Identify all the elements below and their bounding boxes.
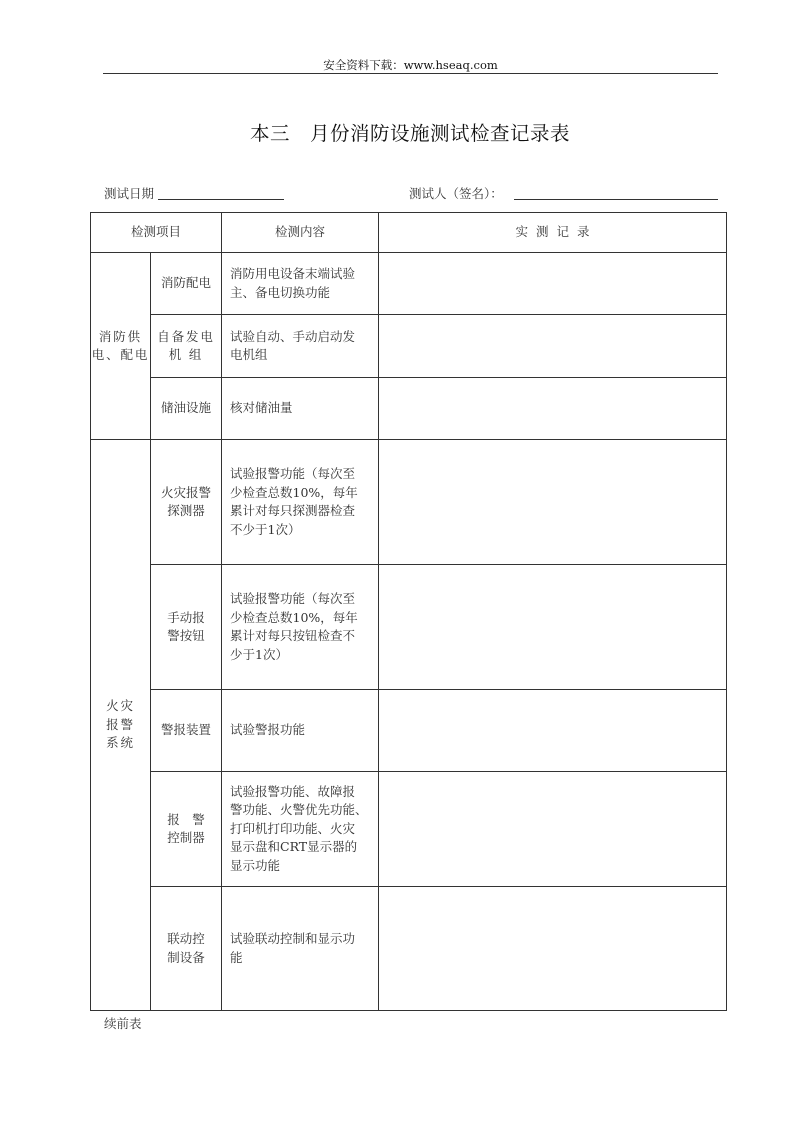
- record-cell[interactable]: [379, 440, 726, 564]
- table-row-item: [151, 440, 221, 564]
- row-item-text: 储油设施: [160, 400, 211, 416]
- page-title: 本三 月份消防设施测试检查记录表: [249, 122, 570, 145]
- group-fire-alarm: [91, 440, 150, 1010]
- row-content-text: 试验联动控制和显示功 能: [230, 931, 356, 965]
- table-row-item: [151, 315, 221, 377]
- header-record: [379, 213, 726, 252]
- row-item-text: 警报装置: [160, 722, 211, 738]
- tester-label: 测试人（签名）：: [409, 186, 503, 201]
- table-row-content: [222, 253, 378, 314]
- table-row-content: [222, 772, 378, 886]
- table-row-content: [222, 690, 378, 771]
- table-row-item: [151, 690, 221, 771]
- table-row-item: [151, 887, 221, 1010]
- test-date-label: 测试日期: [104, 186, 155, 201]
- test-date-line: [158, 199, 284, 200]
- row-item-text: 火灾报警 探测器: [160, 484, 211, 518]
- row-content-text: 试验警报功能: [230, 722, 306, 738]
- header-content: [222, 213, 378, 252]
- header-record-text: 实 测 记 录: [515, 224, 590, 240]
- record-cell[interactable]: [379, 565, 726, 689]
- tester-signature-line: [514, 199, 718, 200]
- row-item-text: 自备发电 机 组: [157, 328, 215, 362]
- table-row-content: [222, 378, 378, 439]
- row-content-text: 消防用电设备末端试验 主、备电切换功能: [230, 266, 356, 300]
- table-row-item: [151, 565, 221, 689]
- row-item-text: 消防配电: [160, 275, 211, 291]
- inspection-table: [90, 212, 727, 1011]
- record-cell[interactable]: [379, 772, 726, 886]
- table-row-content: [222, 887, 378, 1010]
- row-item-text: 报 警 控制器: [167, 811, 205, 845]
- row-content-text: 核对储油量: [230, 400, 293, 416]
- row-content-text: 试验报警功能（每次至 少检查总数10%，每年 累计对每只按钮检查不 少于1次）: [230, 591, 358, 662]
- row-content-text: 试验自动、手动启动发 电机组: [230, 328, 356, 362]
- header-item: [91, 213, 221, 252]
- row-item-text: 手动报 警按钮: [167, 609, 205, 643]
- row-item-text: 联动控 制设备: [167, 931, 205, 965]
- header-content-text: 检测内容: [274, 224, 325, 240]
- row-content-text: 试验报警功能（每次至 少检查总数10%，每年 累计对每只探测器检查 不少于1次）: [230, 466, 358, 537]
- group-label: 消防供 电、配电: [91, 328, 150, 362]
- record-cell[interactable]: [379, 378, 726, 439]
- record-cell[interactable]: [379, 315, 726, 377]
- page-header: 安全资料下载：www.hseaq.com: [323, 58, 498, 72]
- header-item-text: 检测项目: [130, 224, 181, 240]
- footer-note: 续前表: [104, 1016, 142, 1031]
- row-content-text: 试验报警功能、故障报 警功能、火警优先功能、 打印机打印功能、火灾 显示盘和CRT显示器的 显示功能: [230, 783, 368, 873]
- table-row-content: [222, 440, 378, 564]
- record-cell[interactable]: [379, 887, 726, 1010]
- table-row-item: [151, 253, 221, 314]
- header-rule: [103, 73, 718, 74]
- group-power-supply: [91, 253, 150, 439]
- group-label: 火灾 报警 系统: [106, 698, 135, 751]
- table-row-content: [222, 565, 378, 689]
- record-cell[interactable]: [379, 253, 726, 314]
- record-cell[interactable]: [379, 690, 726, 771]
- table-row-item: [151, 772, 221, 886]
- table-row-content: [222, 315, 378, 377]
- table-row-item: [151, 378, 221, 439]
